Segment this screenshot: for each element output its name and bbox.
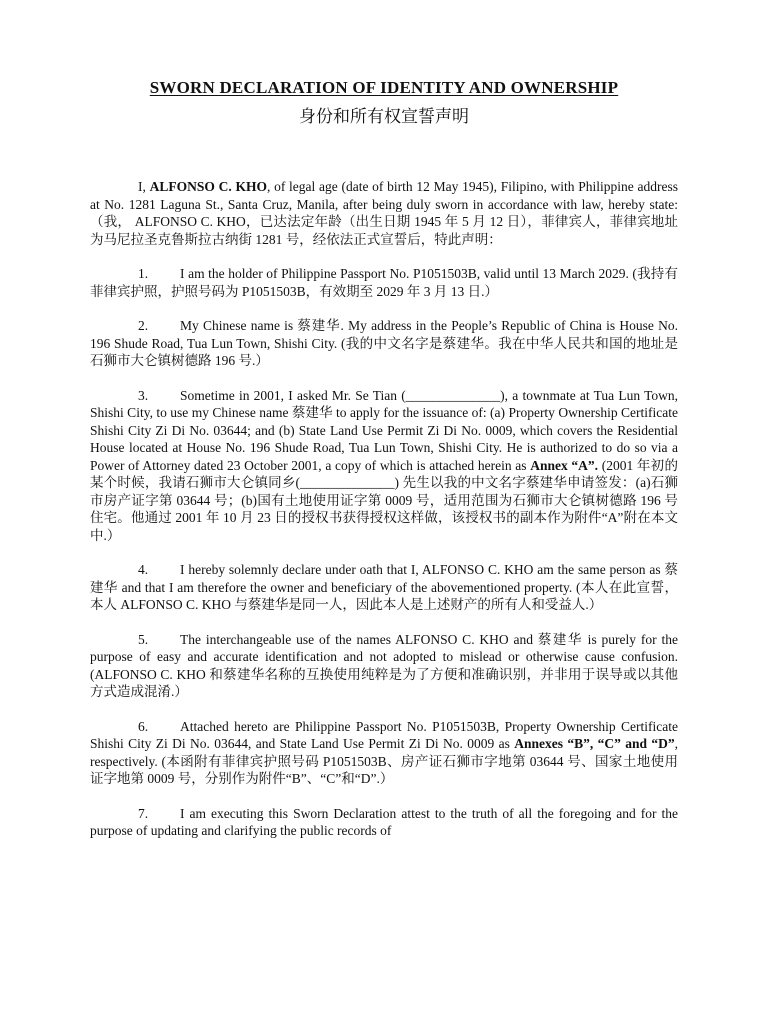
paragraph-number: 7.: [138, 805, 149, 821]
paragraph-text-continued: , respectively. (本函附有菲律宾护照号码 P1051503B、房产证石狮市字地第 03644 号、国家土地使用证字地第 0009 号，分别作为附件“B”、“C”和“D”.）: [90, 736, 678, 786]
paragraph-text: Attached hereto are Philippine Passport No. P1051503B, Property Ownership Certificate Shishi City Zi Di No. 03644, and State Land Use Permit Zi Di No. 0009 as: [90, 718, 678, 751]
declarant-name: ALFONSO C. KHO: [149, 179, 267, 194]
paragraph-text: The interchangeable use of the names ALFONSO C. KHO and 蔡建华 is purely for the purpose of easy and accurate identification and not adopted to mislead or otherwise cause confusion. (ALFONSO C. KHO 和蔡建华名称的互换使用纯粹是为了方便和准确识别，并非用于误导或以其他方式造成混淆.）: [90, 631, 678, 699]
annex-a-label: Annex “A”.: [530, 457, 599, 473]
paragraph-3: [90, 387, 678, 545]
paragraph-text: My Chinese name is 蔡建华. My address in the People’s Republic of China is House No. 196 Shude Road, Tua Lun Town, Shishi City. (我的中文名字是蔡建华。我在中华人民共和国的地址是石狮市大仑镇树德路 196 号.）: [90, 318, 678, 368]
paragraph-1: [90, 265, 678, 300]
paragraph-number: 1.: [138, 266, 149, 281]
paragraph-number: 4.: [138, 562, 149, 577]
paragraph-5: [90, 631, 678, 701]
intro-paragraph: [90, 178, 678, 248]
paragraph-7: [90, 805, 678, 840]
paragraph-text: I am the holder of Philippine Passport No. P1051503B, valid until 13 March 2029. (我持有菲律宾护照，护照号码为 P1051503B，有效期至 2029 年 3 月 13 日.）: [90, 266, 678, 299]
paragraph-text-continued: (2001 年初的某个时候，我请石狮市大仑镇同乡(______________) 先生以我的中文名字蔡建华申请签发：(a)石狮市房产证字第 03644 号；(b)国有土地使用证字第 0009 号，适用范围为石狮市大仑镇树德路 196 号住宅。他通过 2001 年 10 月 23 日的授权书获得授权这样做，该授权书的副本作为附件“A”附在本文中.）: [90, 457, 678, 543]
paragraph-number: 2.: [138, 318, 149, 333]
paragraph-text: Sometime in 2001, I asked Mr. Se Tian (______________), a townmate at Tua Lun Town, Shishi City, to use my Chinese name 蔡建华 to apply for the issuance of: (a) Property Ownership Certificate Shishi City Zi Di No. 03644; and (b) State Land Use Permit Zi Di No. 0009, which covers the Residential House located at House No. 196 Shude Road, Tua Lun Town, Shishi City. He is authorized to do so via a Power of Attorney dated 23 October 2001, a copy of which is attached herein as: [90, 387, 678, 473]
document-title: SWORN DECLARATION OF IDENTITY AND OWNERSHIP: [149, 78, 619, 97]
document-subtitle-chinese: 身份和所有权宣誓声明: [299, 107, 469, 127]
paragraph-2: [90, 317, 678, 370]
paragraph-6: [90, 718, 678, 788]
paragraph-4: [90, 561, 678, 614]
annexes-bcd-label: Annexes “B”, “C” and “D”: [514, 736, 675, 751]
paragraph-number: 3.: [138, 387, 149, 403]
paragraph-text: I am executing this Sworn Declaration attest to the truth of all the foregoing and for the purpose of updating and clarifying the public records of: [90, 805, 678, 838]
intro-pre: I,: [138, 179, 150, 194]
intro-post: , of legal age (date of birth 12 May 1945), Filipino, with Philippine address at No. 1281 Laguna St., Santa Cruz, Manila, after being duly sworn in accordance with law, hereby state:（我， ALFONSO C. KHO，已达法定年龄（出生日期 1945 年 5 月 12 日），菲律宾人，菲律宾地址为马尼拉圣克鲁斯拉古纳街 1281 号，经依法正式宣誓后，特此声明：: [90, 179, 679, 247]
paragraph-number: 5.: [138, 631, 149, 647]
paragraph-text: I hereby solemnly declare under oath that I, ALFONSO C. KHO am the same person as 蔡建华 and that I am therefore the owner and beneficiary of the abovementioned property. (本人在此宣誓，本人 ALFONSO C. KHO 与蔡建华是同一人，因此本人是上述财产的所有人和受益人.）: [90, 562, 678, 612]
paragraph-number: 6.: [138, 718, 149, 734]
